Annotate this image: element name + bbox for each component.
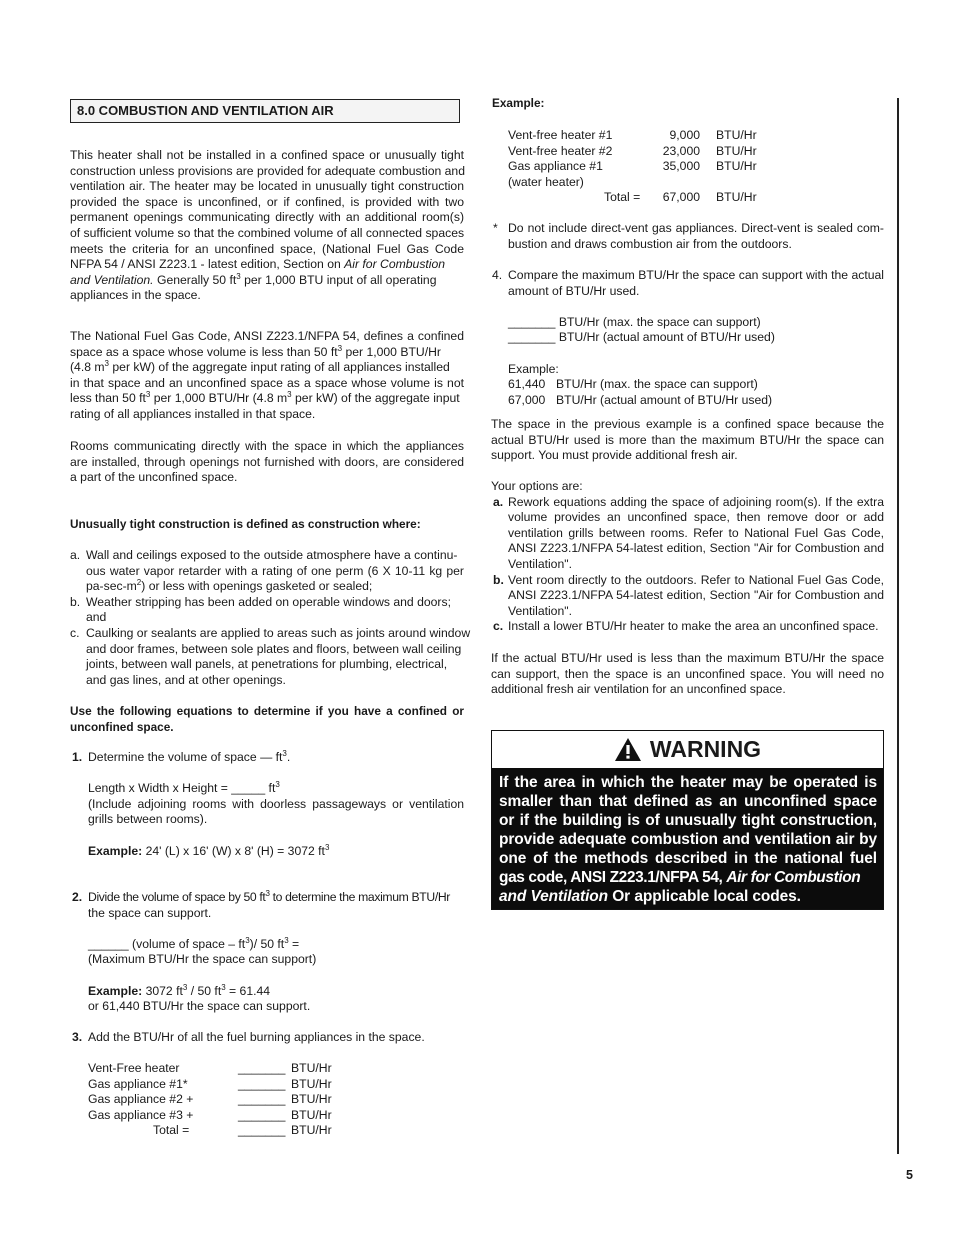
step-4: [491, 268, 884, 408]
footnote: [491, 221, 884, 252]
intro-line: of sufficient volume so that the combined volume of all connected spaces: [70, 225, 465, 240]
rooms-line: a part of the unconfined space.: [70, 470, 238, 485]
confined-definition-paragraph: [70, 329, 464, 423]
intro-line: ventilation air. The heater may be located in unusually tight construction: [70, 179, 464, 194]
option-label: b.: [493, 572, 504, 587]
table-row: Vent-Free heater _______ BTU/Hr: [88, 1061, 332, 1075]
tight-construction-list: [70, 548, 471, 688]
list-line: joints, between wall panels, at penetrations for plumbing, electrical,: [86, 657, 448, 672]
table-row: Gas appliance #3 + _______ BTU/Hr: [88, 1107, 332, 1122]
step-formula: (Maximum BTU/Hr the space can support): [88, 952, 317, 967]
step-text: Compare the maximum BTU/Hr the space can support with the actual: [508, 268, 884, 282]
warning-header: [492, 731, 883, 768]
table-row: (water heater): [508, 174, 584, 189]
step-blank: _______ BTU/Hr (actual amount of BTU/Hr used): [508, 330, 775, 345]
conclusion-line: actual BTU/Hr used is more than the maximum BTU/Hr the space can: [491, 432, 884, 447]
step-formula: ______ (volume of space – $ft^3)/$ 50 $ft^3$ =: [88, 935, 300, 951]
intro-line: and Ventilation. Generally 50 $ft^3$ per 1,000 BTU input of all operating: [70, 271, 437, 287]
list-line: and: [86, 610, 107, 625]
option-line: Ventilation".: [508, 556, 572, 571]
list-line: and gas lines, and at other openings.: [86, 672, 286, 687]
intro-line: permanent openings communicating directly with an additional room(s): [70, 210, 464, 225]
conclusion-line: The space in the previous example is a confined space because the: [491, 417, 884, 431]
warning-title: WARNING: [649, 736, 762, 762]
table-row: Vent-free heater #2 23,000 BTU/Hr: [508, 143, 757, 158]
option-b: [491, 573, 884, 620]
step-number: 4.: [492, 268, 503, 282]
definition-line: (4.8 $m^3$ per kW) of the aggregate input rating of all appliances installed: [70, 359, 450, 375]
example-table: [508, 128, 808, 206]
step-example: Example: 3072 $ft^3 / 50$ $ft^3 = 61.44$: [88, 982, 271, 998]
heading-line: Use the following equations to determine if you have a confined or: [70, 704, 464, 718]
definition-line: in that space and an unconfined space as a space whose volume is not: [70, 375, 464, 390]
conclusion-line: support. You must provide additional fresh air.: [491, 448, 738, 463]
list-label: c.: [70, 625, 80, 640]
footnote-line: Do not include direct-vent gas appliances. Direct-vent is sealed com-: [508, 221, 884, 235]
warning-box: [491, 730, 884, 910]
step-3-table: [88, 1061, 388, 1139]
list-line: Wall and ceilings exposed to the outside atmosphere have a continu-: [86, 548, 458, 562]
step-formula: Length x Width x Height = _____ $ft^3$: [88, 780, 280, 796]
option-a: [491, 495, 884, 573]
intro-paragraph: [70, 148, 464, 304]
step-blank: _______ BTU/Hr (max. the space can support): [508, 314, 761, 329]
warning-text: [492, 768, 883, 909]
step-number: 3.: [72, 1030, 83, 1044]
option-c: [491, 619, 884, 635]
definition-line: rating of all appliances installed in that space.: [70, 406, 316, 421]
option-label: c.: [493, 619, 504, 634]
step-text: the space can support.: [88, 905, 212, 920]
step-example-label: Example:: [508, 361, 559, 376]
table-row: Vent-free heater #1 9,000 BTU/Hr: [508, 128, 757, 142]
option-line: ANSI Z223.1/NFPA 54-latest edition, Section "Air for Combustion and: [508, 541, 884, 556]
option-line: volume provides an unconfined space, then remove door or add: [508, 510, 884, 525]
heading-line: unconfined space.: [70, 719, 174, 734]
intro-line: This heater shall not be installed in a confined space or unusually tight: [70, 148, 464, 162]
tight-construction-heading: Unusually tight construction is defined as construction where:: [70, 517, 421, 531]
list-item-b: [70, 595, 464, 626]
list-item-c: [70, 625, 471, 688]
equations-heading: [70, 704, 464, 735]
warning-line: smaller than that defined as an unconfined space: [499, 793, 877, 810]
list-label: b.: [70, 594, 81, 609]
options-heading: Your options are:: [491, 479, 583, 493]
step-text: amount of BTU/Hr used.: [508, 283, 640, 298]
warning-triangle-icon: [614, 737, 642, 762]
option-line: ventilation grills between rooms. Refer to National Fuel Gas Code,: [508, 525, 884, 540]
step-example-row: 67,000 BTU/Hr (actual amount of BTU/Hr used): [508, 392, 773, 407]
list-line: Weather stripping has been added on operable windows and doors;: [86, 594, 451, 609]
step-example: Example: 24' (L) x 16' (W) x 8' (H) = 3072 $ft^3$: [88, 842, 330, 858]
footnote-line: bustion and draws combustion air from the outdoors.: [508, 236, 792, 251]
final-line: can support, then the space is an unconfined space. You will need no: [491, 666, 884, 681]
rooms-line: are installed, through openings not furnished with doors, are considered: [70, 454, 464, 469]
table-row: Gas appliance #2 + _______ BTU/Hr: [88, 1092, 332, 1107]
page-number: 5: [906, 1168, 913, 1182]
warning-line: one of the methods described in the national fuel: [499, 850, 877, 867]
final-line: additional fresh air ventilation for an unconfined space.: [491, 682, 786, 697]
option-line: Ventilation".: [508, 603, 572, 618]
step-text: Determine the volume of space — $ft^3$.: [88, 748, 291, 764]
step-text: Add the BTU/Hr of all the fuel burning appliances in the space.: [88, 1030, 425, 1044]
margin-rule: [897, 98, 899, 1154]
option-line: ANSI Z223.1/NFPA 54-latest edition, Section "Air for Combustion and: [508, 588, 884, 603]
option-line: Rework equations adding the space of adjoining room(s). If the extra: [508, 494, 884, 509]
definition-line: The National Fuel Gas Code, ANSI Z223.1/NFPA 54, defines a confined: [70, 329, 464, 343]
step-example: or 61,440 BTU/Hr the space can support.: [88, 999, 311, 1014]
list-label: a.: [70, 548, 81, 562]
table-row: Total = 67,000 BTU/Hr: [604, 190, 757, 205]
warning-line: If the area in which the heater may be operated is: [499, 774, 877, 791]
options-list: [491, 479, 884, 635]
section-title: 8.0 COMBUSTION AND VENTILATION AIR: [70, 99, 460, 123]
rooms-paragraph: [70, 439, 464, 486]
final-paragraph: [491, 651, 884, 698]
list-line: Caulking or sealants are applied to areas such as joints around window: [86, 625, 471, 640]
step-text: Divide the volume of space by 50 $ft^3$ to determine the maximum BTU/Hr: [88, 888, 451, 904]
step-note: grills between rooms).: [88, 812, 208, 827]
step-note: (Include adjoining rooms with doorless passageways or ventilation: [88, 796, 464, 811]
conclusion-paragraph: [491, 417, 884, 464]
list-line: ous water vapor retarder with a rating of one perm (6 X 10-11 kg per: [86, 563, 464, 578]
rooms-line: Rooms communicating directly with the space in which the appliances: [70, 439, 464, 453]
list-line: and door frames, between sole plates and floors, between wall ceiling: [86, 641, 462, 656]
definition-line: less than 50 $ft^3$ per 1,000 BTU/Hr (4.8 $m^3$ per kW) of the aggregate input: [70, 390, 460, 406]
option-label: a.: [493, 494, 504, 509]
intro-line: NFPA 54 / ANSI Z223.1 - latest edition, Section on Air for Combustion: [70, 257, 446, 272]
option-line: Install a lower BTU/Hr heater to make the area an unconfined space.: [508, 619, 879, 634]
definition-line: space as a space whose volume is less than 50 $ft^3$ per 1,000 BTU/Hr: [70, 343, 441, 359]
option-line: Vent room directly to the outdoors. Refer to National Fuel Gas Code,: [508, 572, 884, 587]
list-item-a: [70, 548, 464, 595]
final-line: If the actual BTU/Hr used is less than the maximum BTU/Hr the space: [491, 651, 884, 665]
table-row: Total = _______ BTU/Hr: [153, 1123, 332, 1138]
table-row: Gas appliance #1 35,000 BTU/Hr: [508, 159, 757, 174]
step-1: [70, 750, 464, 859]
step-2: [70, 890, 464, 1015]
footnote-mark: *: [493, 221, 498, 235]
intro-line: appliances in the space.: [70, 288, 201, 303]
warning-line: gas code, ANSI Z223.1/NFPA 54, Air for Combustion: [499, 869, 861, 886]
warning-line: or if the building is of unusually tight construction,: [499, 812, 877, 829]
step-number: 1.: [72, 750, 83, 764]
example-heading: Example:: [492, 96, 545, 110]
intro-line: meets the criteria for an unconfined space, (National Fuel Gas Code: [70, 241, 464, 256]
intro-line: construction unless provisions are provided for adequate combustion and: [70, 163, 465, 178]
intro-line: provided the space is unconfined, or if confined, is provided with two: [70, 194, 464, 209]
step-example-row: 61,440 BTU/Hr (max. the space can support): [508, 377, 758, 392]
warning-line: provide adequate combustion and ventilation air by: [499, 831, 877, 848]
table-row: Gas appliance #1* _______ BTU/Hr: [88, 1076, 332, 1091]
warning-line: and Ventilation Or applicable local codes.: [499, 888, 801, 905]
step-3: [70, 1030, 464, 1046]
list-line: $pa-\sec-m^2$) or less with openings gasketed or sealed;: [86, 578, 373, 594]
step-number: 2.: [72, 890, 83, 904]
